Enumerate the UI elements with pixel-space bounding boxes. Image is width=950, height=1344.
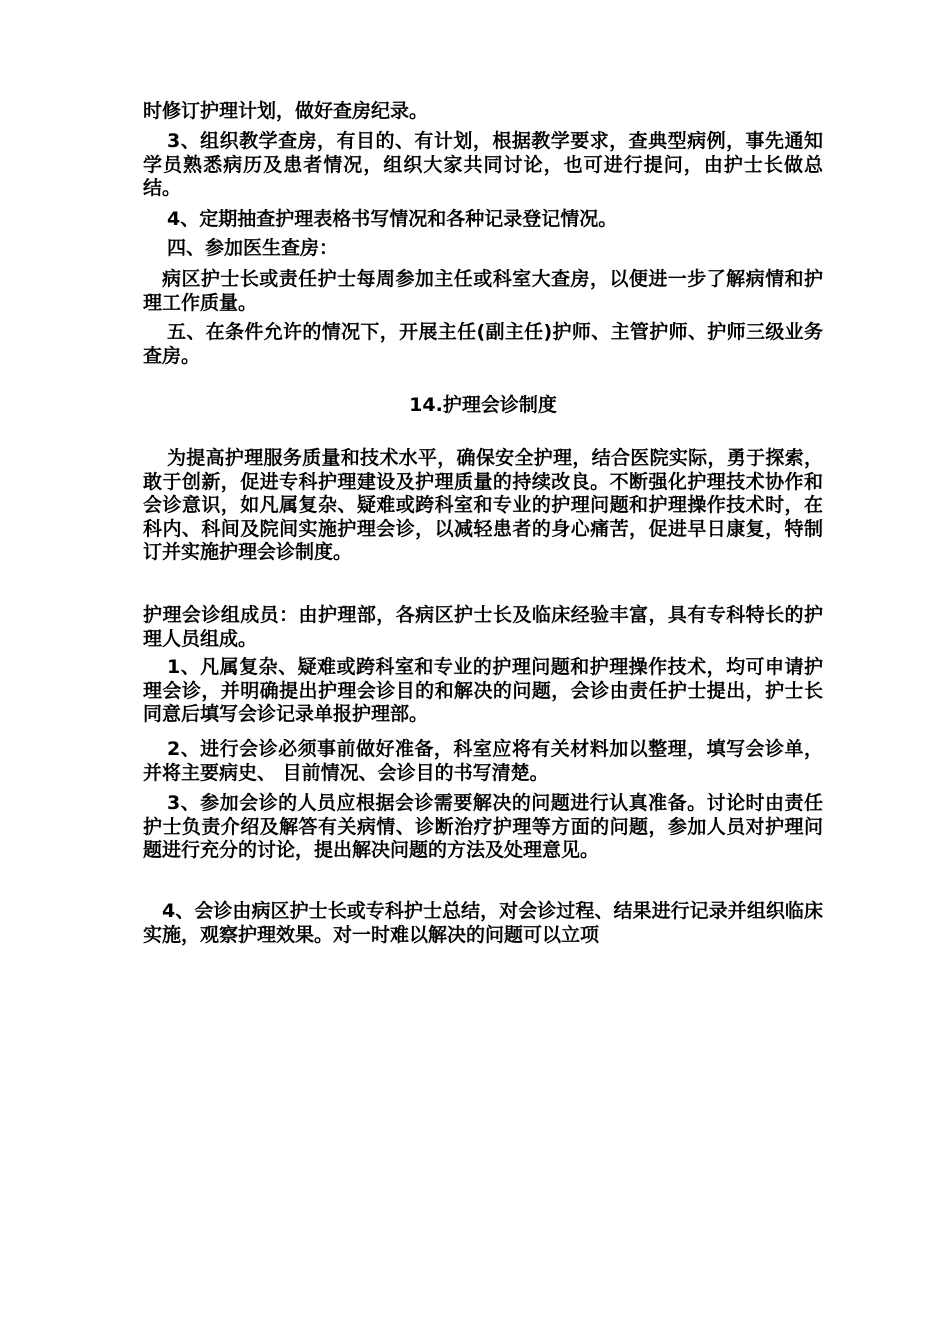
list-item-3: 3、参加会诊的人员应根据会诊需要解决的问题进行认真准备。讨论时由责任护士负责介绍及解答有关病情、诊断治疗护理等方面的问题，参加人员对护理问题进行充分的讨论，提出解决问题的方法及处理意见。 [143, 792, 823, 861]
paragraph-teaching-rounds: 3、组织教学查房，有目的、有计划，根据教学要求，查典型病例，事先通知学员熟悉病历及患者情况，组织大家共同讨论，也可进行提问，由护士长做总结。 [143, 130, 823, 199]
paragraph-members: 护理会诊组成员：由护理部，各病区护士长及临床经验丰富，具有专科特长的护理人员组成。 [143, 604, 823, 650]
paragraph-continuation: 时修订护理计划，做好查房纪录。 [143, 100, 429, 122]
paragraph-record-check: 4、定期抽查护理表格书写情况和各种记录登记情况。 [167, 208, 618, 230]
heading-doctor-rounds: 四、参加医生查房： [167, 237, 339, 259]
list-item-2: 2、进行会诊必须事前做好准备，科室应将有关材料加以整理，填写会诊单，并将主要病史、 目前情况、会诊目的书写清楚。 [143, 738, 823, 784]
section-title: 14.护理会诊制度 [409, 394, 557, 416]
paragraph-three-level-rounds: 五、在条件允许的情况下，开展主任(副主任)护师、主管护师、护师三级业务查房。 [143, 321, 823, 367]
paragraph-intro: 为提高护理服务质量和技术水平，确保安全护理，结合医院实际，勇于探索，敢于创新，促进专科护理建设及护理质量的持续改良。不断强化护理技术协作和会诊意识，如凡属复杂、疑难或跨科室和专业的护理问题和护理操作技术时，在科内、科间及院间实施护理会诊，以减轻患者的身心痛苦，促进早日康复，特制订并实施护理会诊制度。 [143, 447, 823, 563]
list-item-1: 1、凡属复杂、疑难或跨科室和专业的护理问题和护理操作技术，均可申请护理会诊，并明确提出护理会诊目的和解决的问题，会诊由责任护士提出，护士长同意后填写会诊记录单报护理部。 [143, 656, 823, 725]
list-item-4: 4、会诊由病区护士长或专科护士总结，对会诊过程、结果进行记录并组织临床实施，观察护理效果。对一时难以解决的问题可以立项 [143, 900, 823, 946]
paragraph-head-nurse-rounds: 病区护士长或责任护士每周参加主任或科室大查房，以便进一步了解病情和护理工作质量。 [143, 268, 823, 314]
